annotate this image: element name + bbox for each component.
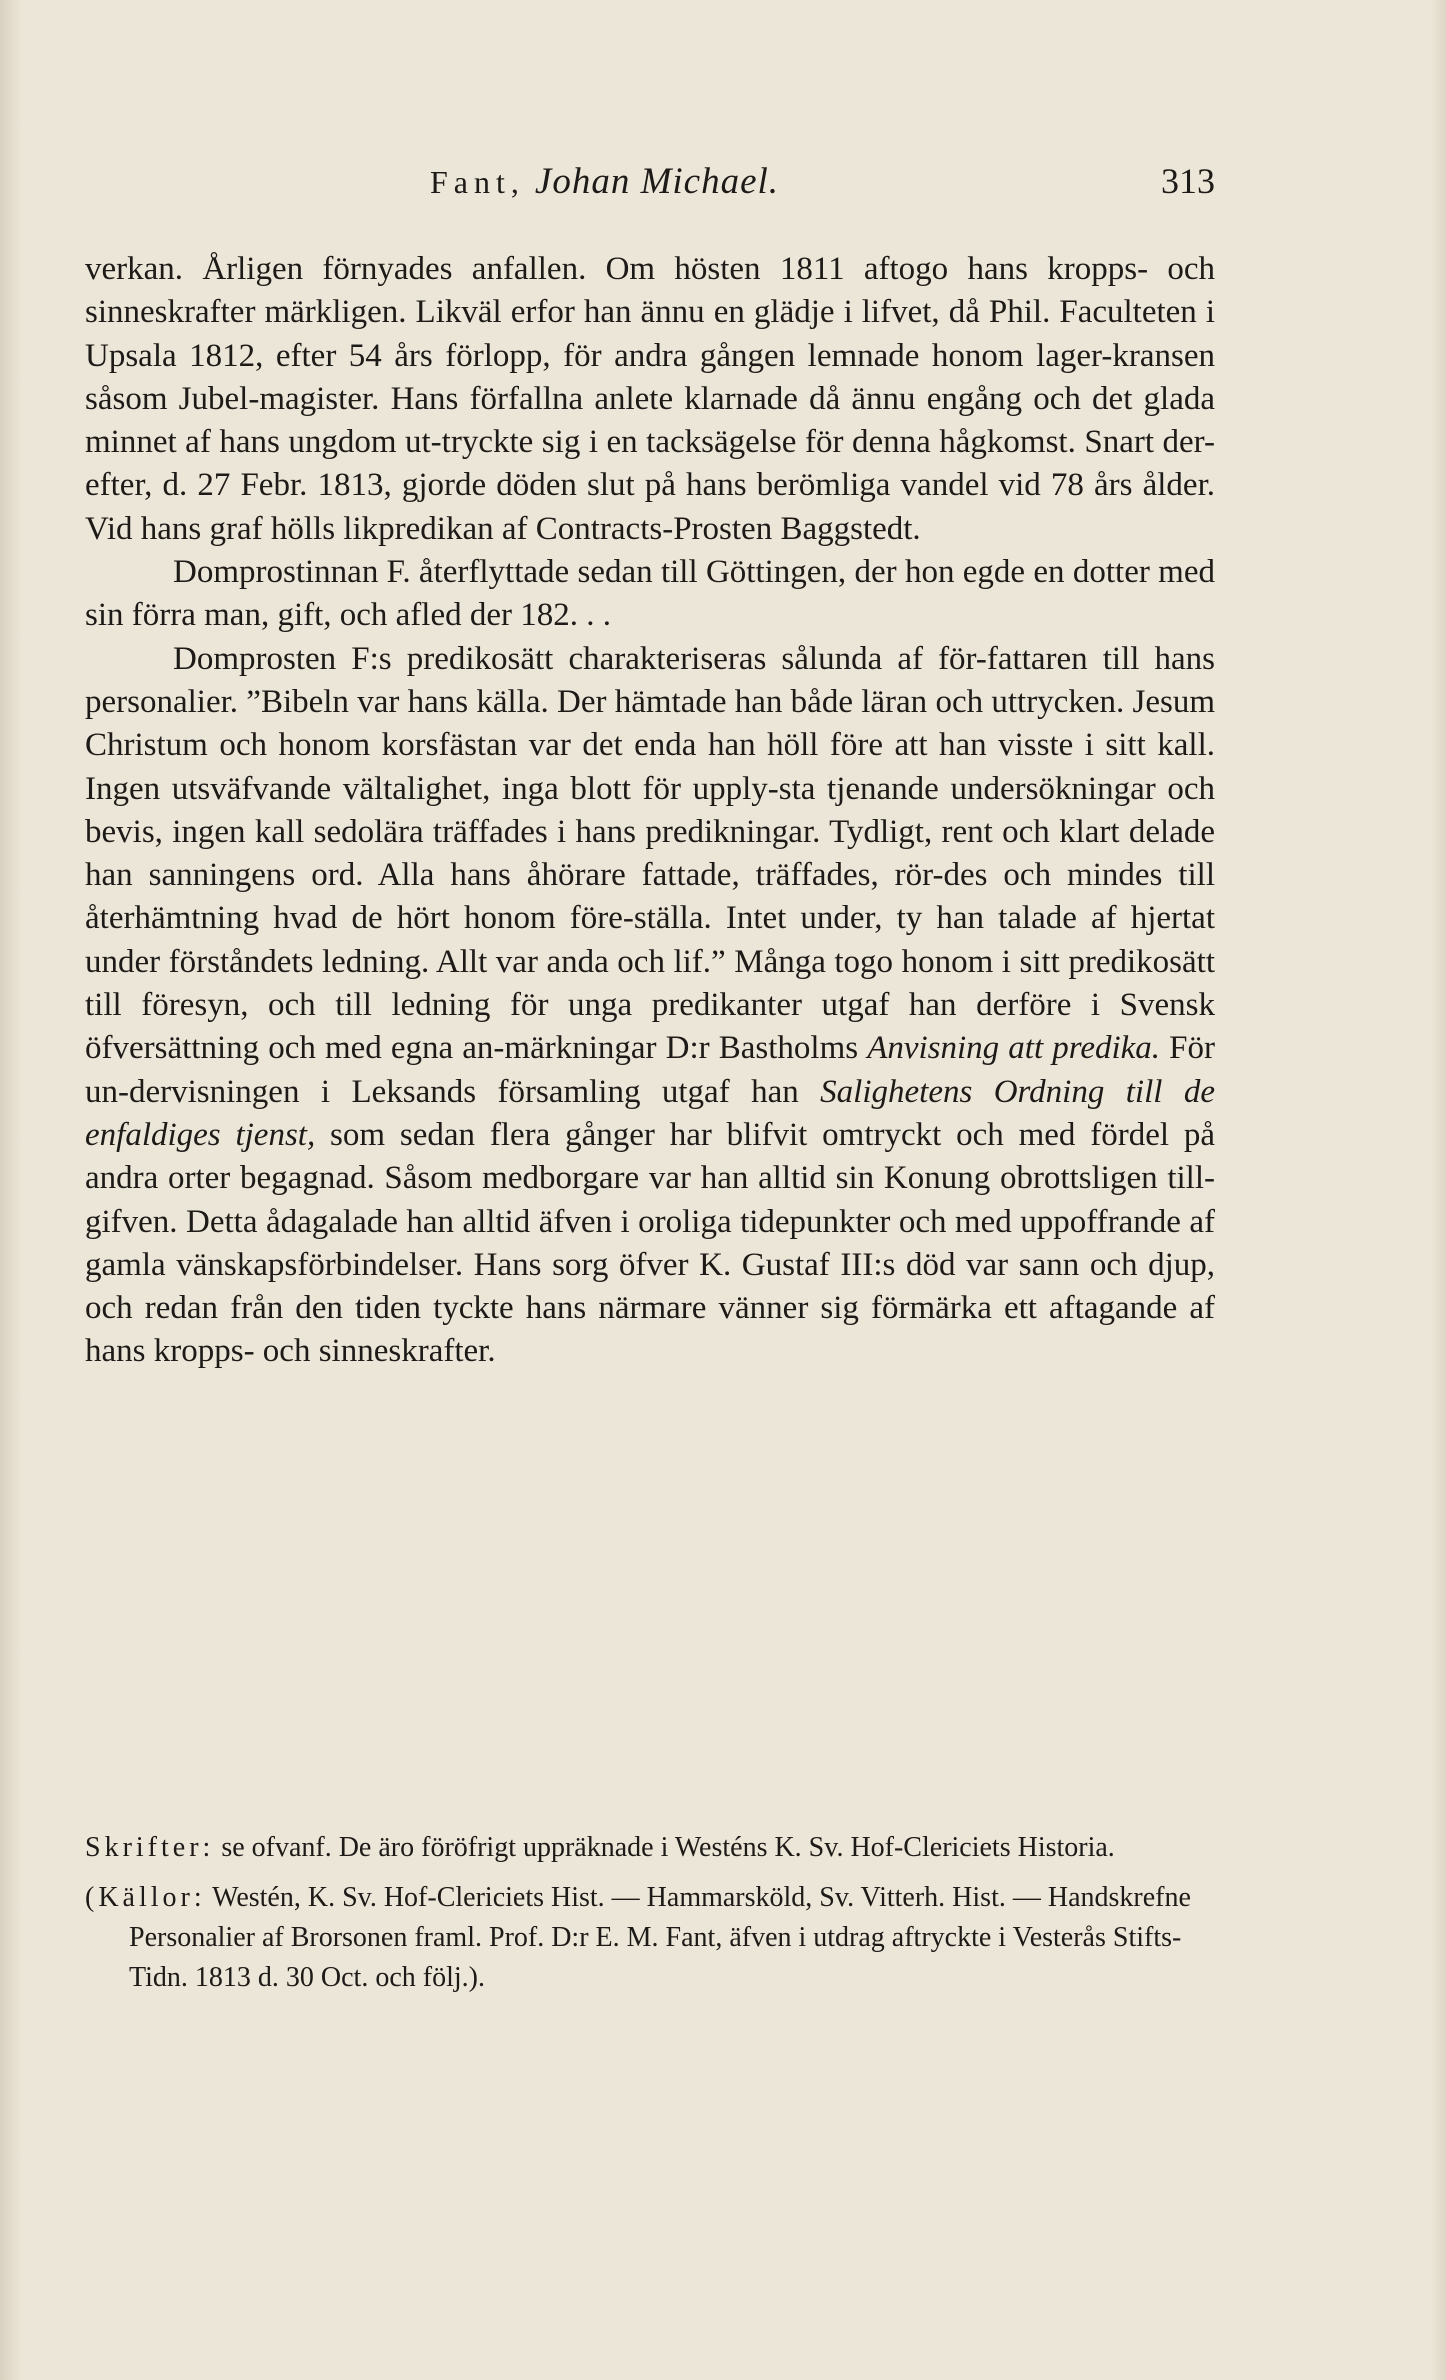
book-title-anvisning: Anvisning att predika.: [867, 1030, 1161, 1067]
page-gutter-shadow: [0, 0, 22, 2380]
running-title: [430, 160, 779, 203]
main-text: [85, 248, 1215, 1374]
header-surname: Fant,: [430, 164, 525, 200]
sources-note: [85, 1878, 1215, 1998]
paragraph-preaching-part-b: För un-dervisningen i Leksands församling utgaf han: [85, 1030, 1215, 1110]
paragraph-widow: Domprostinnan F. återflyttade sedan till Göttingen, der hon egde en dotter med sin förra man, gift, och afled der 182. . .: [85, 554, 1215, 634]
running-header: [85, 160, 1215, 210]
paragraph-preaching: [85, 638, 1215, 1374]
page-edge-shadow: [1432, 0, 1446, 2380]
page-number: 313: [1161, 161, 1215, 201]
writings-text: se ofvanf. De äro föröfrigt uppräknade i Westéns K. Sv. Hof-Clericiets Historia.: [221, 1832, 1115, 1863]
references-section: [85, 1828, 1215, 2008]
header-given-names: Johan Michael.: [534, 161, 780, 202]
writings-label: Skrifter:: [85, 1832, 215, 1863]
paragraph-preaching-part-a: Domprosten F:s predikosätt charakteriseras sålunda af för-fattaren till hans personalier. ”Bibeln var hans källa. Der hämtade han både läran och uttrycken. Jesum Christum och honom korsfästan var det enda han höll före att han visste i sitt kall. Ingen utsväfvande vältalighet, inga blott för upply-sta tjenande undersökningar och bevis, ingen kall sedolära träffades i hans predikningar. Tydligt, rent och klart delade han sanningens ord. Alla hans åhörare fattade, träffades, rör-des och mindes till återhämtning hvad de hört honom före-ställa. Intet under, ty han talade af hjertat under förståndets ledning. Allt var anda och lif.” Många togo honom i sitt predikosätt till föresyn, och till ledning för unga predikanter utgaf han derföre i Svensk öfversättning och med egna an-märkningar D:r Bastholms: [85, 640, 1215, 1067]
book-title-salighetens-ordning: Salighetens Ordning till de enfaldiges tjenst,: [85, 1073, 1215, 1153]
paragraph-preaching-part-c: som sedan flera gånger har blifvit omtryckt och med fördel på andra orter begagnad. Såsom medborgare var han alltid sin Konung obrottsligen till-gifven. Detta ådagalade han alltid äfven i oroliga tidepunkter och med uppoffrande af gamla vänskapsförbindelser. Hans sorg öfver K. Gustaf III:s död var sann och djup, och redan från den tiden tyckte hans närmare vänner sig förmärka ett aftagande af hans kropps- och sinneskrafter.: [85, 1116, 1216, 1370]
sources-label: (Källor:: [85, 1882, 206, 1913]
writings-note: [85, 1828, 1215, 1868]
paragraph-death: verkan. Årligen förnyades anfallen. Om hösten 1811 aftogo hans kropps- och sinneskrafter märkligen. Likväl erfor han ännu en glädje i lifvet, då Phil. Faculteten i Upsala 1812, efter 54 års förlopp, för andra gången lemnade honom lager-kransen såsom Jubel-magister. Hans förfallna anlete klarnade då ännu engång och det glada minnet af hans ungdom ut-tryckte sig i en tacksägelse för denna hågkomst. Snart der-efter, d. 27 Febr. 1813, gjorde döden slut på hans berömliga vandel vid 78 års ålder. Vid hans graf hölls likpredikan af Contracts-Prosten Baggstedt.: [85, 251, 1215, 547]
sources-text: Westén, K. Sv. Hof-Clericiets Hist. — Hammarsköld, Sv. Vitterh. Hist. — Handskrefne Personalier af Brorsonen framl. Prof. D:r E. M. Fant, äfven i utdrag aftryckte i Vesterås Stifts-Tidn. 1813 d. 30 Oct. och följ.).: [129, 1882, 1191, 1993]
